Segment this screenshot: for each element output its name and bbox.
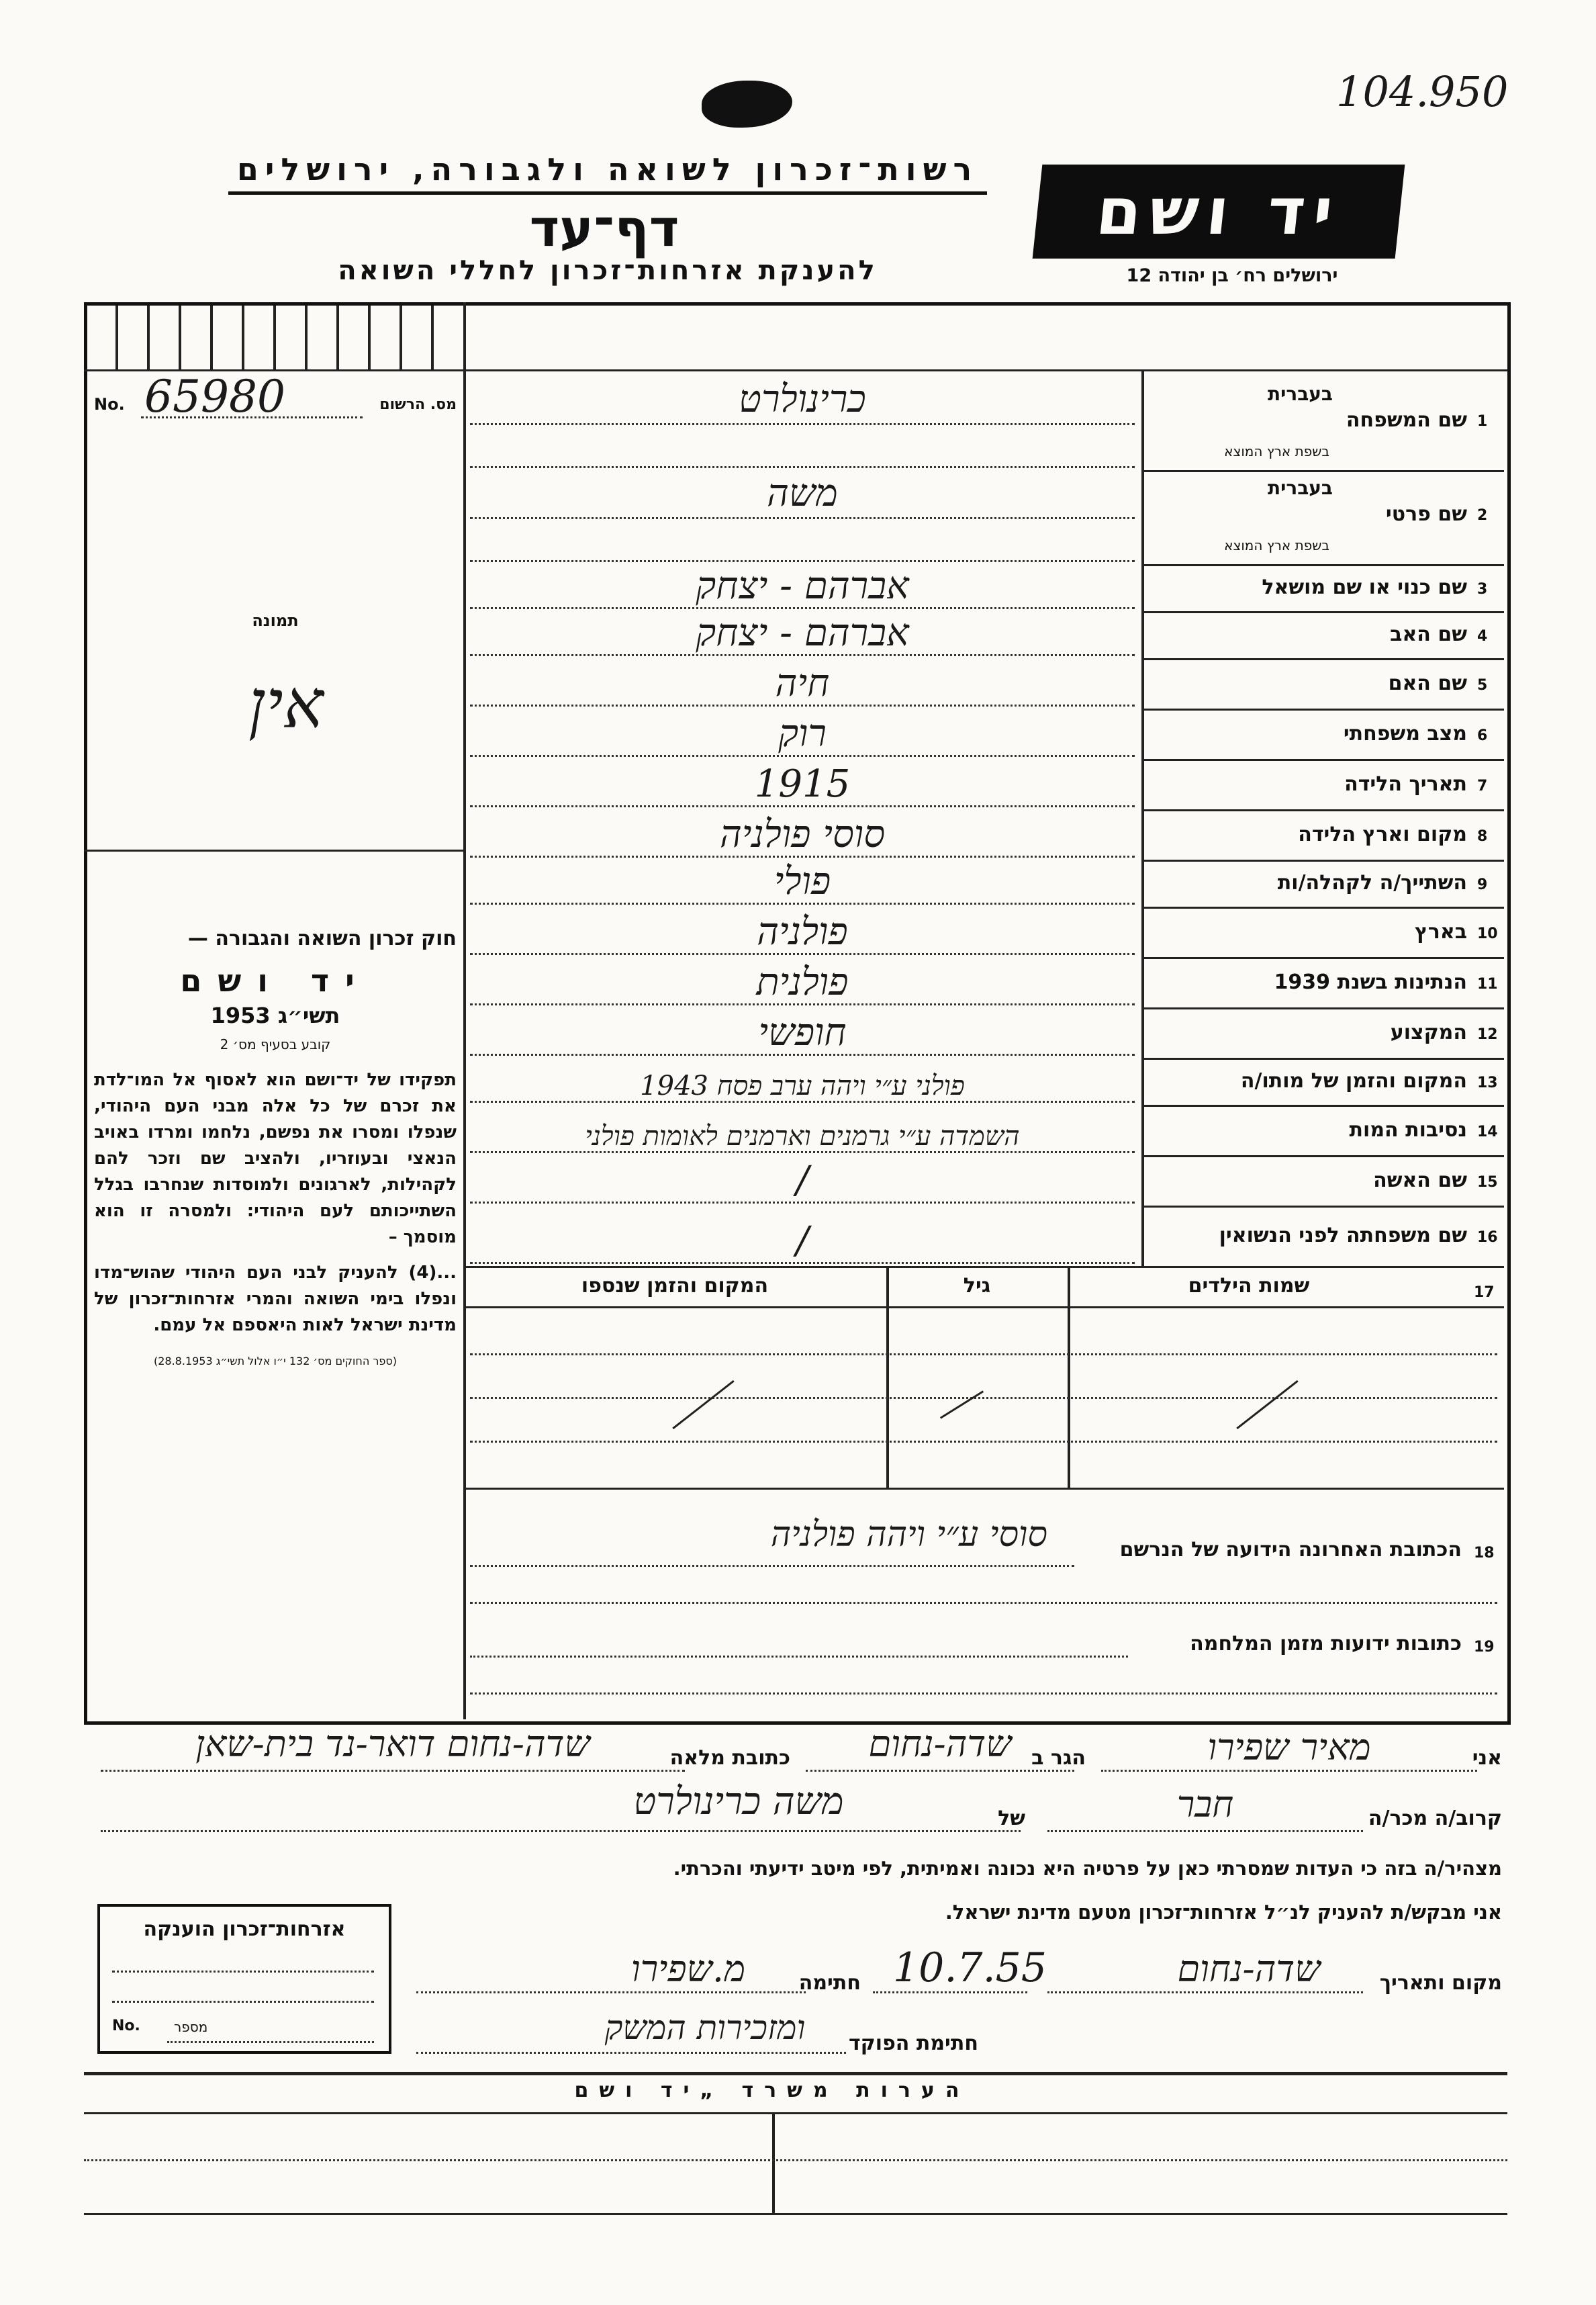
law-year: תשי״ג 1953: [210, 1003, 340, 1028]
law-text2: ...(4) להעניק לבני העם היהודי שהוש־מדו ונפלו בימי השואה והמרי אזרחות־זכרון של מדינת ישראל לאות היאספם אל עמם.: [94, 1263, 457, 1335]
field-label-10: בארץ: [1414, 919, 1467, 944]
field-label-2: שם פרטי: [1385, 502, 1467, 526]
declarant-relation: חבר: [1176, 1783, 1234, 1825]
field-num-7: 7: [1477, 777, 1488, 795]
registration-no-label: No.: [94, 395, 125, 414]
field-value-11: פולנית: [756, 960, 849, 1004]
field-label-9: השתייך/ה לקהלה/ות: [1277, 871, 1467, 895]
field-num-10: 10: [1477, 925, 1498, 942]
field-label-15: שם האשה: [1373, 1168, 1467, 1192]
registration-row: [94, 371, 457, 430]
field-label-13: המקום והזמן של מותו/ה: [1240, 1069, 1467, 1093]
authority-name: רשות־זכרון לשואה ולגבורה, ירושלים: [228, 151, 987, 195]
law-clause: קובע בסעיף מס׳ 2: [220, 1036, 331, 1052]
field-value-8: סוסי פולניה: [719, 813, 886, 856]
field-num-15: 15: [1477, 1173, 1498, 1191]
photo-value: אין: [248, 665, 324, 743]
archive-number: 104.950: [1336, 67, 1509, 116]
field-sub-origin-2: בשפת ארץ המוצא: [1224, 537, 1329, 553]
citizenship-number-label: מספר: [174, 2019, 208, 2035]
field-num-4: 4: [1477, 628, 1488, 645]
address: ירושלים רח׳ בן יהודה 12: [1126, 265, 1338, 286]
field-num-8: 8: [1477, 827, 1488, 845]
yad-vashem-logo: [1033, 165, 1405, 259]
law-text1: תפקידו של יד־ושם הוא לאסוף אל המו־לדת את זכרם של כל אלה מבני העם היהודי, שנפלו ומסרו את נפשם, נלחמו ומרדו באויב הנאצי ובעוזריו, ולהציב שם וזכר להם לקהילות, לארגונים ולמוסדות שנחרבו בגלל השתייכותם לעם היהודי: ולמסרה זו הוא מוסמך –: [94, 1070, 457, 1247]
field-sub-origin-1: בשפת ארץ המוצא: [1224, 443, 1329, 459]
date: 10.7.55: [893, 1944, 1047, 1991]
photo-label: תמונה: [252, 611, 299, 630]
field-num-11: 11: [1477, 975, 1498, 993]
declarant-name: מאיר שפירו: [1207, 1726, 1371, 1768]
children-num: 17: [1474, 1284, 1495, 1301]
citizenship-box: [97, 1904, 391, 2054]
field-label-8: מקום וארץ הלידה: [1298, 822, 1467, 846]
field-num-3: 3: [1477, 581, 1488, 598]
field-value-6: רוק: [778, 712, 827, 756]
field-num-1: 1: [1477, 413, 1488, 430]
address-last-label: הכתובת האחרונה הידועה של הנרשם: [1119, 1538, 1462, 1562]
field-sub-hebrew-1: בעברית: [1267, 383, 1333, 405]
declarant-statement2: אני מבקש/ת להעניק לנ״ל אזרחות־זכרון מטעם מדינת ישראל.: [945, 1901, 1502, 1924]
field-value-14: השמדה ע״י גרמנים וארמנים לאומות פולני: [585, 1121, 1020, 1152]
logo-text: יד ושם: [1092, 174, 1345, 249]
place-date-label: מקום ותאריך: [1379, 1971, 1502, 1995]
law-source: (ספר החוקים מס׳ 132 י״ו אלול תשי״ג 28.8.1953): [153, 1355, 397, 1367]
field-label-1: שם המשפחה: [1346, 408, 1467, 432]
declarant-of-label: של: [998, 1807, 1025, 1830]
form-subtitle: להענקת אזרחות־זכרון לחללי השואה: [338, 255, 878, 286]
registration-number: 65980: [144, 371, 285, 422]
field-num-13: 13: [1477, 1075, 1498, 1091]
field-label-14: נסיבות המות: [1349, 1118, 1467, 1142]
declarant-i-am: אני: [1472, 1746, 1502, 1770]
field-label-3: שם כנוי או שם מושאל: [1262, 576, 1467, 599]
children-col-names: שמות הילדים: [1188, 1274, 1310, 1298]
declarant-full-address: שדה-נחום דואר-נד בית-שאן: [195, 1723, 590, 1765]
field-num-12: 12: [1477, 1026, 1498, 1043]
field-label-7: תאריך הלידה: [1344, 772, 1467, 796]
declarant-relation-label: קרוב/ה מכר/ה: [1368, 1807, 1502, 1830]
field-value-3: אברהם - יצחק: [696, 564, 909, 608]
address-war-label: כתובות ידועות מזמן המלחמה: [1190, 1632, 1462, 1656]
citizenship-no-label: No.: [112, 2018, 140, 2034]
address-last-num: 18: [1474, 1545, 1495, 1562]
signature: מ.שפירו: [630, 1948, 746, 1990]
field-value-4: אברהם - יצחק: [696, 611, 909, 655]
field-label-5: שם האם: [1388, 671, 1467, 695]
field-num-6: 6: [1477, 727, 1488, 744]
field-num-2: 2: [1477, 507, 1488, 524]
address-war-num: 19: [1474, 1639, 1495, 1656]
declarant-lives-in: שדה-נחום: [868, 1723, 1012, 1765]
ink-blot: [702, 81, 792, 128]
form-title: דף־עד: [529, 198, 679, 258]
place: שדה-נחום: [1177, 1948, 1321, 1990]
declarant-full-address-label: כתובת מלאה: [669, 1746, 790, 1770]
address-last-value: סוסי ע״י ויהה פולניה: [770, 1515, 1047, 1555]
field-label-16: שם משפחתה לפני הנשואין: [1219, 1224, 1467, 1247]
field-value-5: חיה: [775, 662, 830, 705]
field-value-10: פולניה: [757, 910, 848, 954]
declarant-lives-in-label: הגר ב: [1031, 1746, 1086, 1770]
field-value-13: פולני ע״י ויהה ערב פסח 1943: [640, 1071, 965, 1101]
field-label-12: המקצוע: [1390, 1020, 1467, 1044]
field-value-1: כרינולרט: [739, 377, 866, 421]
office-notes-title: הערות משרד „יד ושם: [574, 2079, 970, 2102]
children-col-age: גיל: [963, 1274, 991, 1298]
field-value-16: /: [796, 1219, 809, 1263]
children-col-place: המקום והזמן שנספו: [581, 1274, 769, 1298]
law-name: יד ושם: [180, 962, 371, 999]
registration-label: מס. הרשום: [379, 396, 457, 413]
field-value-2: משה: [767, 471, 838, 515]
field-num-16: 16: [1477, 1229, 1498, 1246]
field-label-4: שם האב: [1390, 623, 1467, 646]
field-label-6: מצב משפחתי: [1343, 721, 1467, 745]
declarant-of-name: משה כרינולרט: [633, 1780, 844, 1823]
officer-label: חתימת הפוקד: [849, 2032, 978, 2055]
signature-label: חתימה: [798, 1971, 861, 1995]
declarant-statement1: מצהיר/ה בזה כי העדות שמסרתי כאן על פרטיה היא נכונה ואמיתית, לפי מיטב ידיעתי והכרתי.: [673, 1857, 1502, 1880]
field-value-12: חופשי: [758, 1011, 847, 1054]
officer-signature: ומזכירות המשק: [604, 2008, 806, 2047]
law-box: [94, 927, 457, 1367]
citizenship-title: אזרחות־זכרון הוענקה: [143, 1917, 346, 1941]
field-num-9: 9: [1477, 876, 1488, 893]
field-sub-hebrew-2: בעברית: [1267, 477, 1333, 499]
field-value-15: /: [796, 1159, 809, 1202]
field-value-9: פולי: [773, 860, 831, 903]
field-num-5: 5: [1477, 676, 1488, 694]
field-label-11: הנתינות בשנת 1939: [1274, 970, 1467, 994]
field-num-14: 14: [1477, 1123, 1498, 1140]
law-title: חוק זכרון השואה והגבורה —: [187, 927, 457, 950]
field-value-7: 1915: [754, 762, 851, 806]
